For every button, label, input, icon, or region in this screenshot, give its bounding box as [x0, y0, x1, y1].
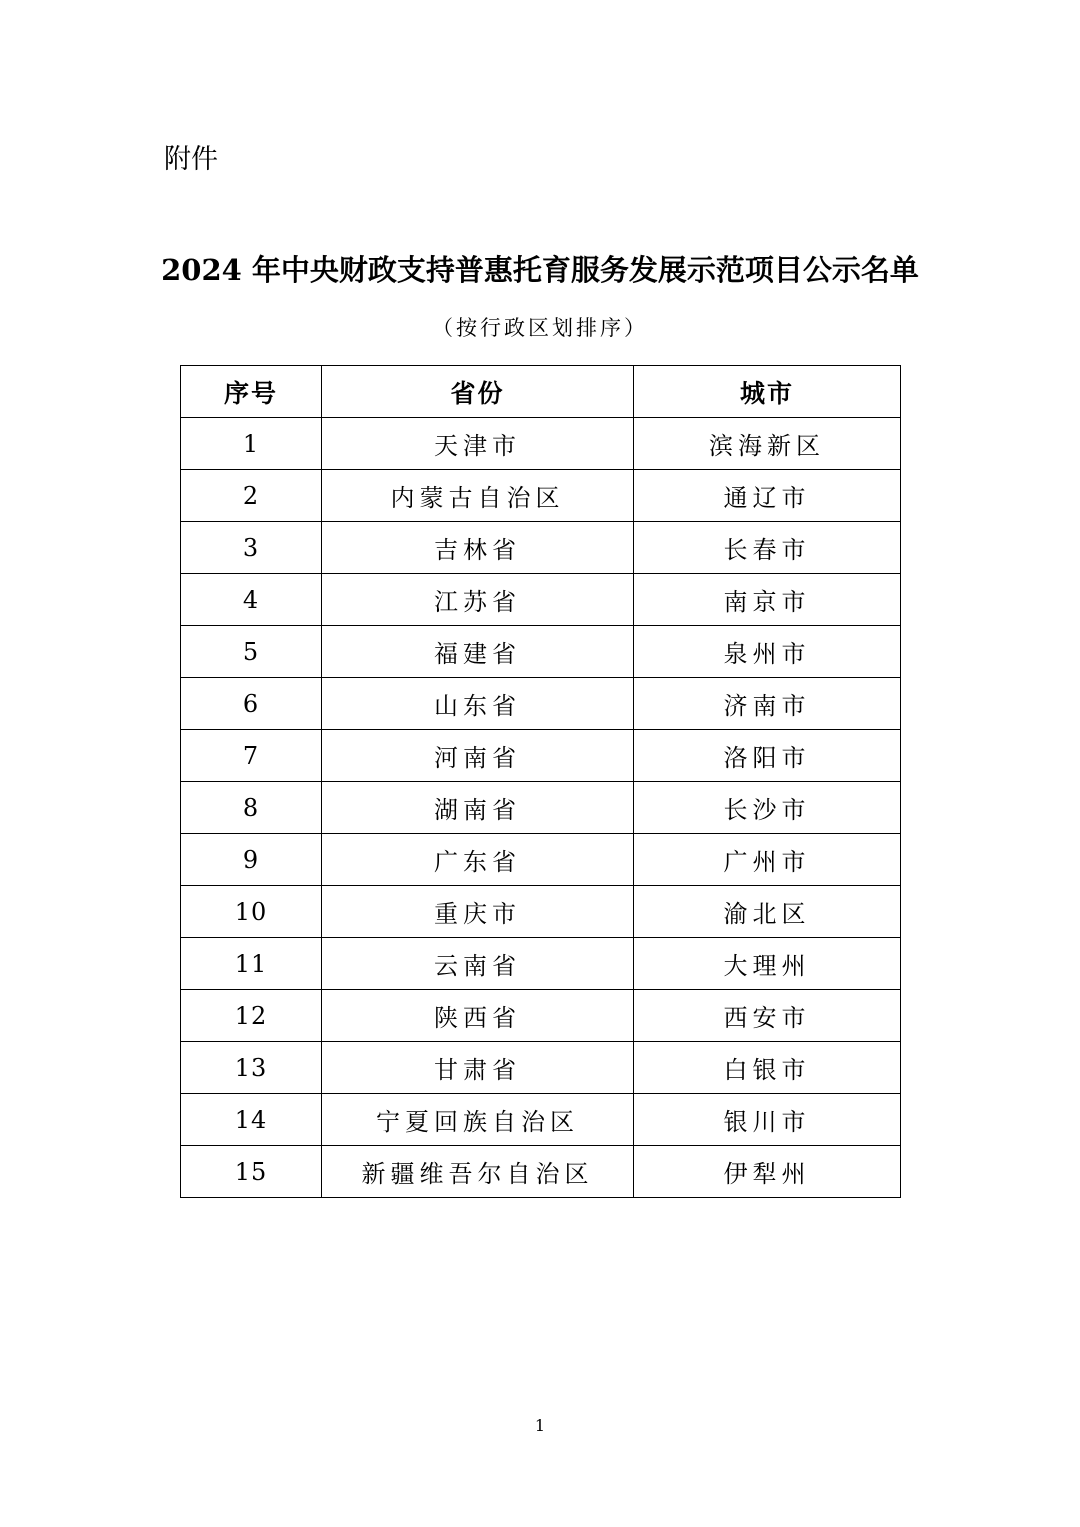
row-province: 河南省: [322, 730, 634, 782]
row-city: 泉州市: [634, 626, 901, 678]
row-province: 天津市: [322, 418, 634, 470]
row-province: 江苏省: [322, 574, 634, 626]
table-header-row: [181, 366, 901, 418]
row-province: 广东省: [322, 834, 634, 886]
row-index: 8: [181, 782, 322, 834]
table-row: [181, 678, 901, 730]
row-index: 11: [181, 938, 322, 990]
row-city: 长沙市: [634, 782, 901, 834]
demonstration-project-table: [180, 365, 901, 1198]
row-province: 宁夏回族自治区: [322, 1094, 634, 1146]
row-index: 15: [181, 1146, 322, 1198]
row-index: 2: [181, 470, 322, 522]
row-city: 广州市: [634, 834, 901, 886]
row-city: 西安市: [634, 990, 901, 1042]
attachment-label: 附件: [164, 144, 218, 175]
row-province: 新疆维吾尔自治区: [322, 1146, 634, 1198]
table-row: [181, 834, 901, 886]
row-index: 14: [181, 1094, 322, 1146]
row-province: 陕西省: [322, 990, 634, 1042]
page-number: 1: [534, 1416, 546, 1435]
row-city: 济南市: [634, 678, 901, 730]
table-row: [181, 782, 901, 834]
row-city: 白银市: [634, 1042, 901, 1094]
table-row: [181, 1094, 901, 1146]
table-row: [181, 522, 901, 574]
row-index: 6: [181, 678, 322, 730]
row-index: 13: [181, 1042, 322, 1094]
row-province: 吉林省: [322, 522, 634, 574]
row-city: 大理州: [634, 938, 901, 990]
table-row: [181, 886, 901, 938]
table-row: [181, 470, 901, 522]
row-index: 9: [181, 834, 322, 886]
document-title: 2024 年中央财政支持普惠托育服务发展示范项目公示名单: [161, 253, 919, 287]
table-row: [181, 990, 901, 1042]
row-province: 云南省: [322, 938, 634, 990]
header-city: 城市: [634, 366, 901, 418]
row-province: 湖南省: [322, 782, 634, 834]
row-index: 4: [181, 574, 322, 626]
row-city: 伊犁州: [634, 1146, 901, 1198]
table-body: [181, 418, 901, 1198]
header-province: 省份: [322, 366, 634, 418]
row-province: 甘肃省: [322, 1042, 634, 1094]
row-province: 内蒙古自治区: [322, 470, 634, 522]
table-row: [181, 574, 901, 626]
row-city: 通辽市: [634, 470, 901, 522]
row-index: 10: [181, 886, 322, 938]
row-province: 山东省: [322, 678, 634, 730]
row-city: 银川市: [634, 1094, 901, 1146]
row-index: 1: [181, 418, 322, 470]
row-index: 5: [181, 626, 322, 678]
row-city: 滨海新区: [634, 418, 901, 470]
table-row: [181, 1146, 901, 1198]
row-index: 7: [181, 730, 322, 782]
table-row: [181, 1042, 901, 1094]
table-row: [181, 626, 901, 678]
row-province: 福建省: [322, 626, 634, 678]
row-city: 渝北区: [634, 886, 901, 938]
row-province: 重庆市: [322, 886, 634, 938]
table-row: [181, 938, 901, 990]
row-city: 南京市: [634, 574, 901, 626]
table-row: [181, 730, 901, 782]
row-city: 洛阳市: [634, 730, 901, 782]
row-city: 长春市: [634, 522, 901, 574]
row-index: 12: [181, 990, 322, 1042]
table-row: [181, 418, 901, 470]
document-subtitle: （按行政区划排序）: [432, 316, 648, 340]
header-index: 序号: [181, 366, 322, 418]
row-index: 3: [181, 522, 322, 574]
